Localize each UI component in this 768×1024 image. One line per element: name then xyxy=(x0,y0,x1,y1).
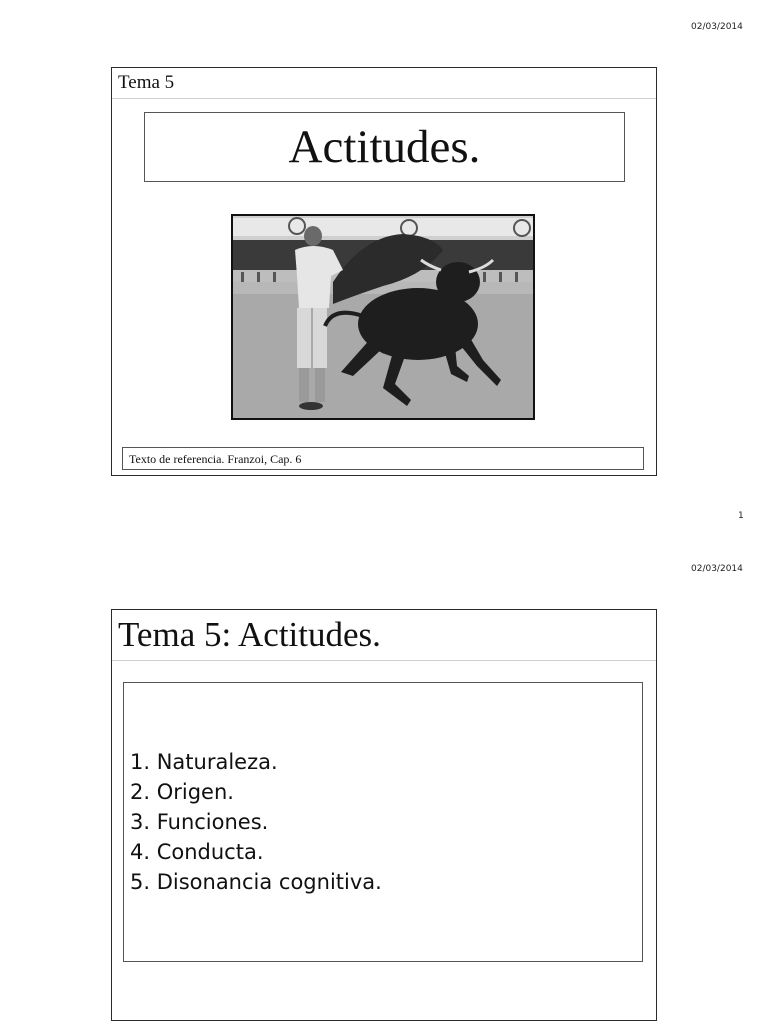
list-item: 5. Disonancia cognitiva. xyxy=(130,870,382,894)
page-number: 1 xyxy=(738,511,744,521)
list-item: 1. Naturaleza. xyxy=(130,750,278,774)
list-item: 3. Funciones. xyxy=(130,810,269,834)
list-item: 4. Conducta. xyxy=(130,840,264,864)
bullfighter-photo xyxy=(231,214,535,420)
content-box xyxy=(123,682,643,962)
date-stamp: 02/03/2014 xyxy=(691,22,743,32)
topic-list xyxy=(130,747,382,897)
slide-1 xyxy=(111,67,657,476)
reference-text: Texto de referencia. Franzoi, Cap. 6 xyxy=(122,447,644,470)
slide-header: Tema 5: Actitudes. xyxy=(112,610,656,661)
list-item: 2. Origen. xyxy=(130,780,234,804)
slide-title: Actitudes. xyxy=(144,112,625,182)
slide-header: Tema 5 xyxy=(112,68,656,99)
date-stamp: 02/03/2014 xyxy=(691,564,743,574)
slide-2 xyxy=(111,609,657,1021)
